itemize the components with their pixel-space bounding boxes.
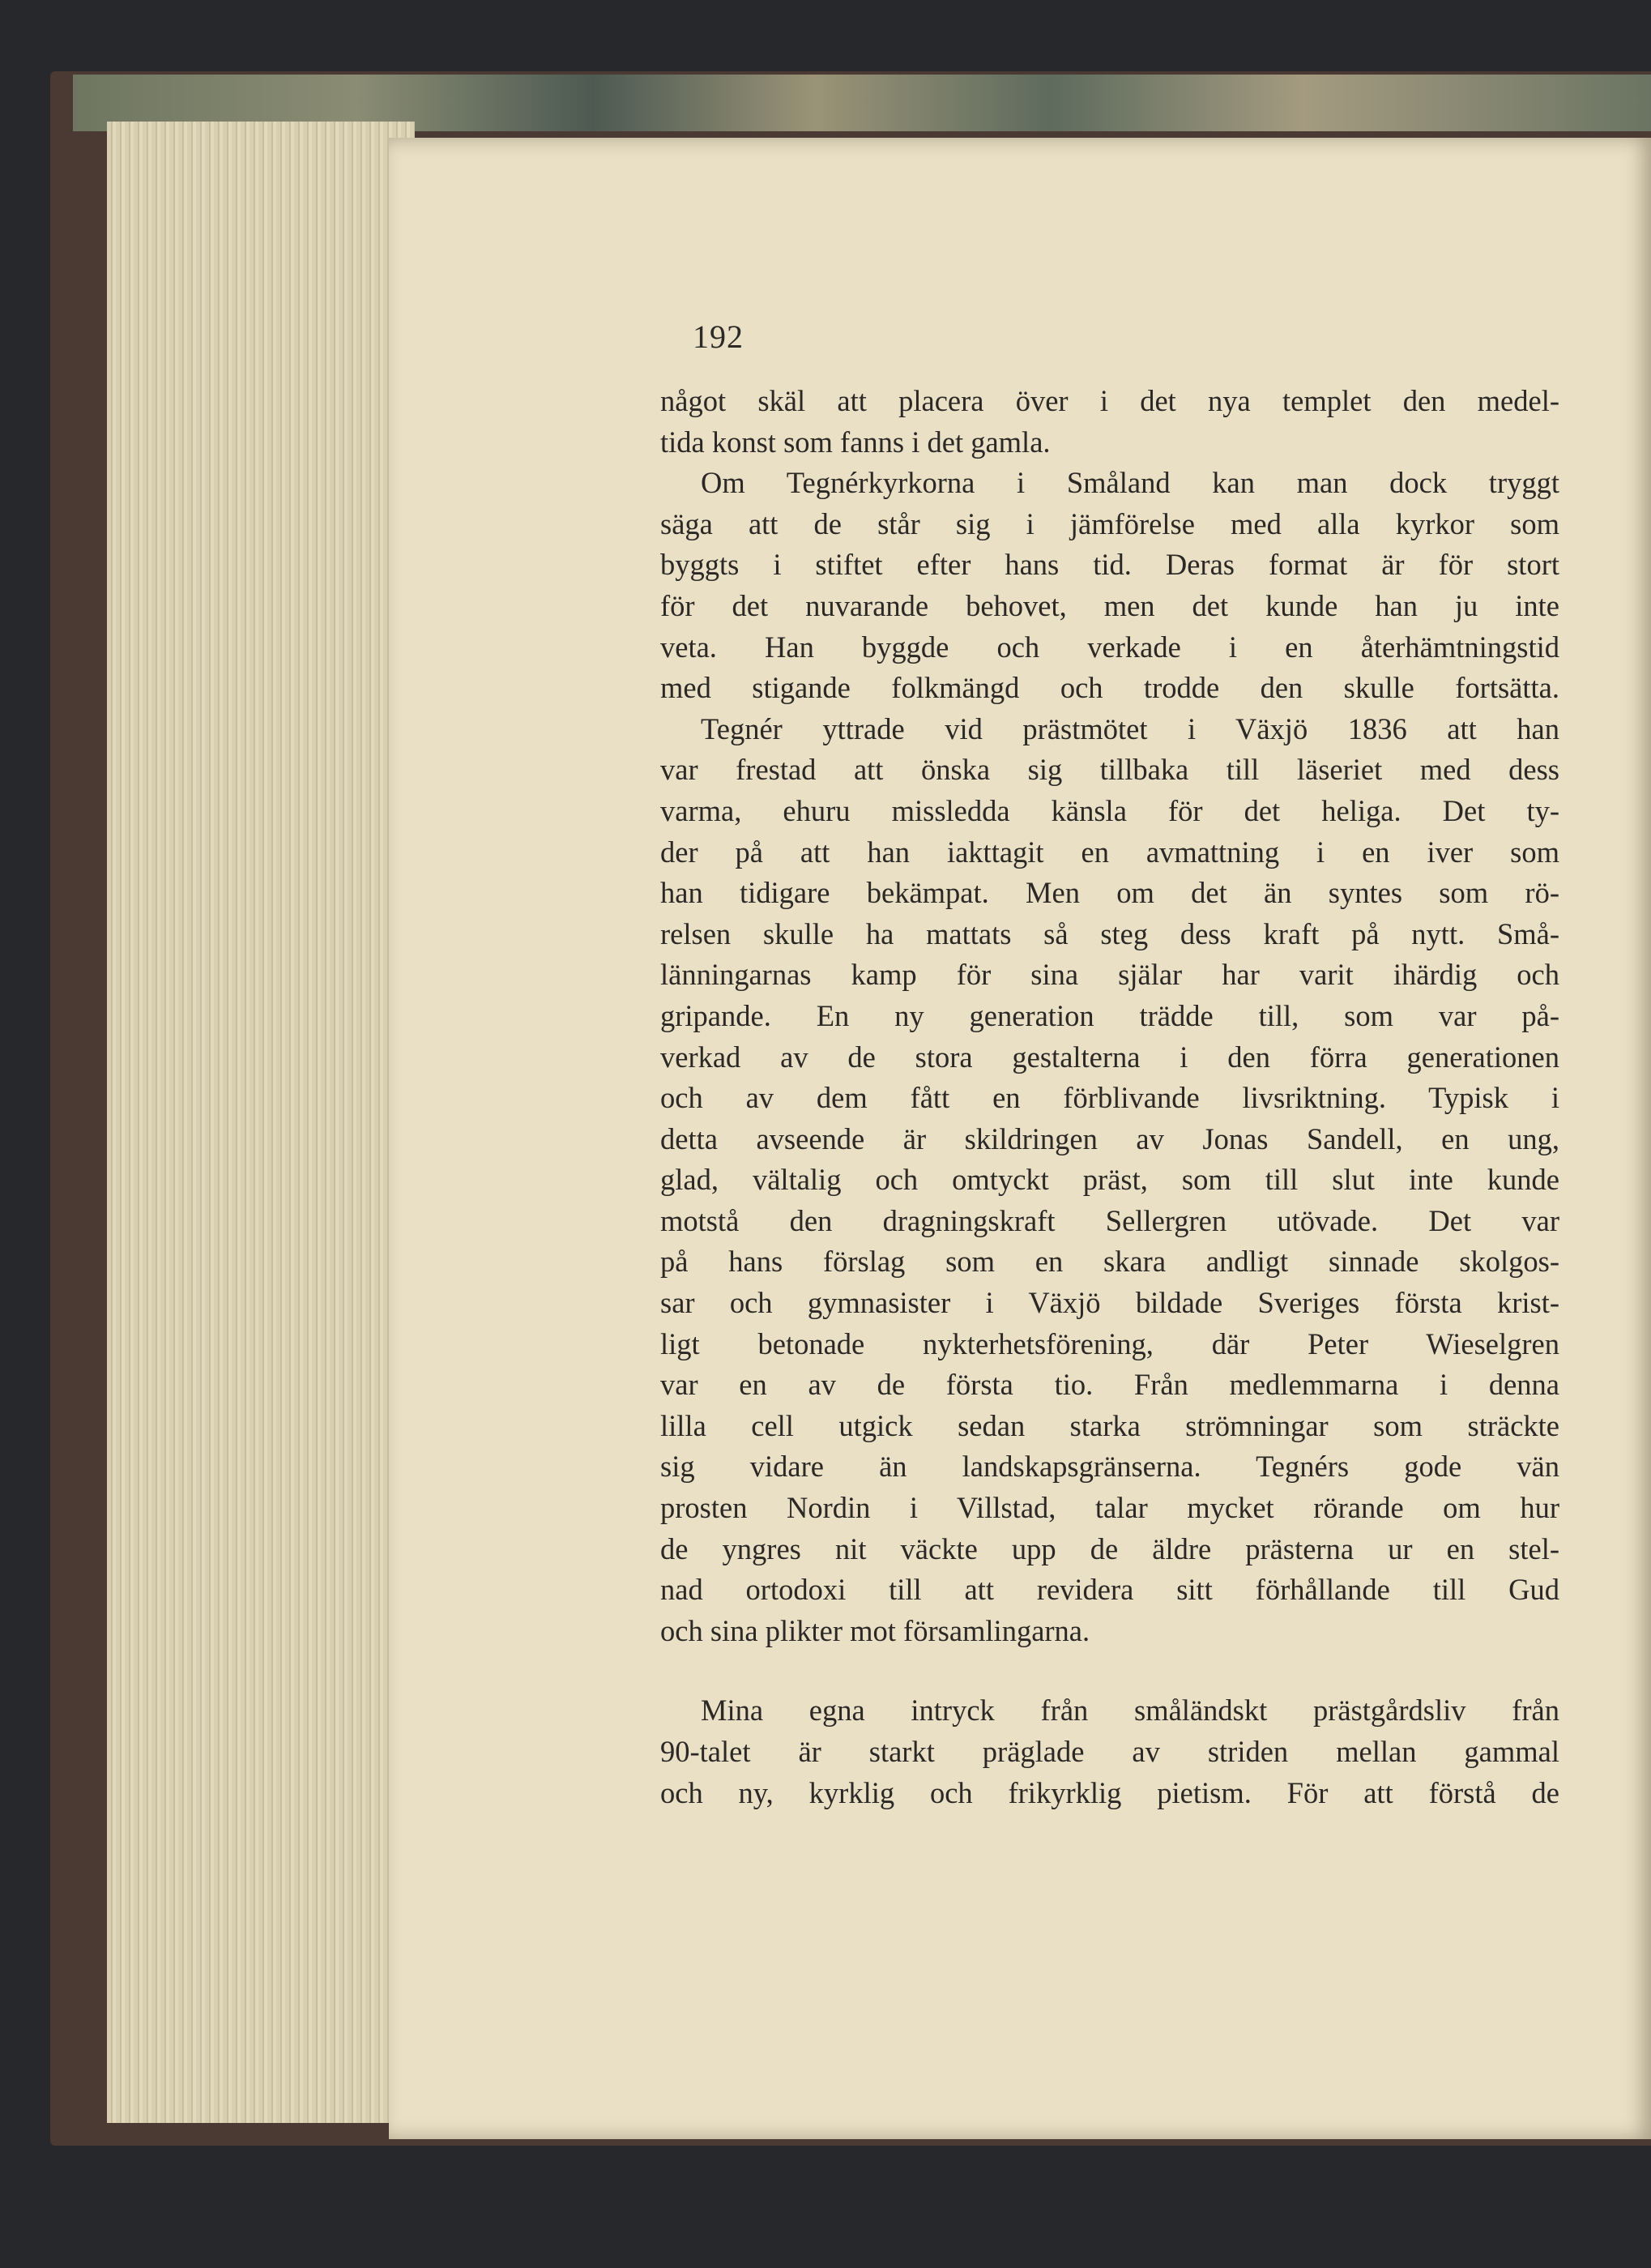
body-text <box>660 381 1559 1813</box>
text-line: och sina plikter mot församlingarna. <box>660 1613 1090 1647</box>
text-line: tida konst som fanns i det gamla. <box>660 425 1051 459</box>
paragraph-gap <box>660 1651 1559 1690</box>
text-line: han tidigare bekämpat. Men om det än syntes som rö- <box>660 876 1559 910</box>
text-line: nad ortodoxi till att revidera sitt förhållande till Gud <box>660 1573 1559 1607</box>
text-line: byggts i stiftet efter hans tid. Deras format är för stort <box>660 548 1559 582</box>
text-line: Mina egna intryck från småländskt prästgårdsliv från <box>701 1694 1559 1728</box>
text-line: ligt betonade nykterhetsförening, där Peter Wieselgren <box>660 1326 1559 1360</box>
text-line: veta. Han byggde och verkade i en återhämtningstid <box>660 630 1559 664</box>
text-line: de yngres nit väckte upp de äldre prästerna ur en stel- <box>660 1531 1559 1565</box>
text-line: var en av de första tio. Från medlemmarna i denna <box>660 1368 1559 1402</box>
text-line: motstå den dragningskraft Sellergren utövade. Det var <box>660 1203 1559 1237</box>
text-line: Tegnér yttrade vid prästmötet i Växjö 1836 att han <box>701 711 1559 745</box>
text-line: Om Tegnérkyrkorna i Småland kan man dock tryggt <box>701 466 1559 500</box>
text-line: glad, vältalig och omtyckt präst, som till slut inte kunde <box>660 1163 1559 1197</box>
text-line: var frestad att önska sig tillbaka till läseriet med dess <box>660 753 1559 787</box>
text-line: varma, ehuru missledda känsla för det heliga. Det ty- <box>660 793 1559 827</box>
text-line: länningarnas kamp för sina själar har varit ihärdig och <box>660 958 1559 992</box>
text-line: och ny, kyrklig och frikyrklig pietism. För att förstå de <box>660 1775 1559 1809</box>
text-line: på hans förslag som en skara andligt sinnade skolgos- <box>660 1245 1559 1279</box>
page-number: 192 <box>693 318 744 355</box>
text-line: sig vidare än landskapsgränserna. Tegnérs gode vän <box>660 1450 1559 1484</box>
text-line: gripande. En ny generation trädde till, som var på- <box>660 998 1559 1032</box>
page-block-edges <box>107 122 415 2123</box>
text-line: 90-talet är starkt präglade av striden mellan gammal <box>660 1735 1559 1768</box>
text-line: der på att han iakttagit en avmattning i en iver som <box>660 835 1559 869</box>
text-line: prosten Nordin i Villstad, talar mycket rörande om hur <box>660 1491 1559 1525</box>
text-line: sar och gymnasister i Växjö bildade Sveriges första krist- <box>660 1286 1559 1320</box>
text-line: verkad av de stora gestalterna i den förra generationen <box>660 1040 1559 1074</box>
text-line: lilla cell utgick sedan starka strömningar som sträckte <box>660 1408 1559 1442</box>
text-line: och av dem fått en förblivande livsriktning. Typisk i <box>660 1081 1559 1115</box>
text-line: relsen skulle ha mattats så steg dess kraft på nytt. Små- <box>660 916 1559 950</box>
text-line: med stigande folkmängd och trodde den skulle fortsätta. <box>660 671 1559 705</box>
text-line: något skäl att placera över i det nya templet den medel- <box>660 384 1559 417</box>
text-line: detta avseende är skildringen av Jonas Sandell, en ung, <box>660 1121 1559 1155</box>
text-line: för det nuvarande behovet, men det kunde han ju inte <box>660 588 1559 622</box>
text-line: säga att de står sig i jämförelse med alla kyrkor som <box>660 506 1559 540</box>
